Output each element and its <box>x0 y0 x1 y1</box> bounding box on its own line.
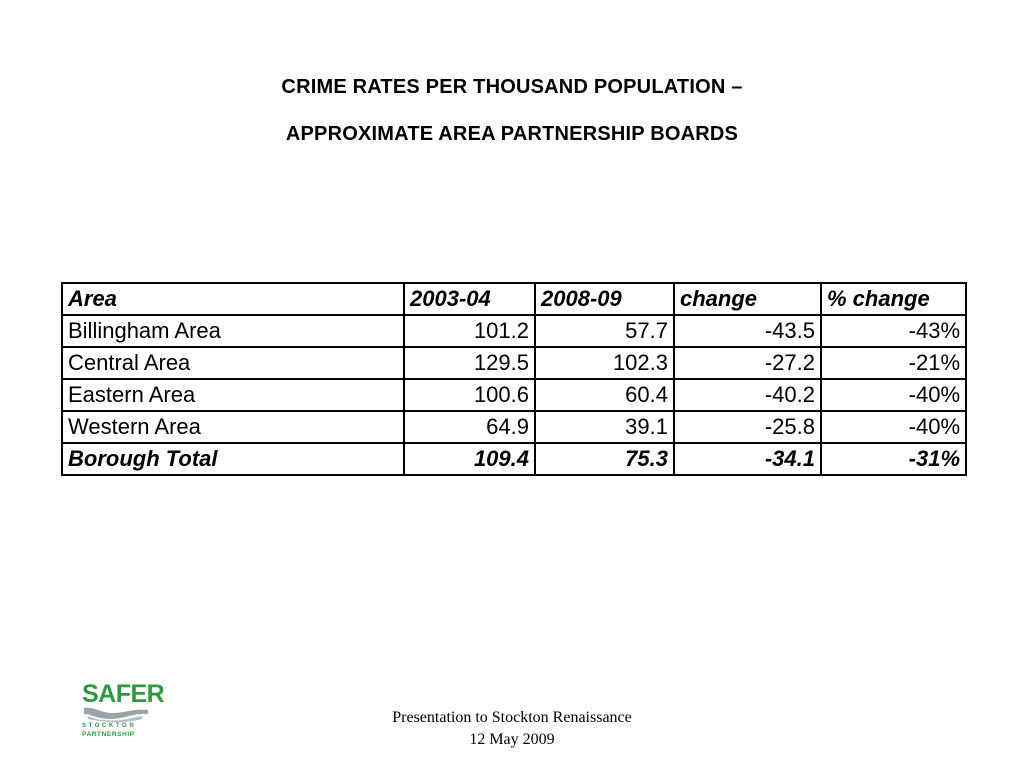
header-change: change <box>674 283 821 315</box>
cell-percent-change: -31% <box>821 443 966 475</box>
table-row <box>62 379 966 411</box>
cell-percent-change: -40% <box>821 411 966 443</box>
cell-change: -43.5 <box>674 315 821 347</box>
cell-percent-change: -43% <box>821 315 966 347</box>
header-percent-change: % change <box>821 283 966 315</box>
slide-footer <box>300 707 724 751</box>
hands-icon <box>82 704 154 724</box>
cell-percent-change: -40% <box>821 379 966 411</box>
table-total-row <box>62 443 966 475</box>
cell-change: -40.2 <box>674 379 821 411</box>
cell-2003-04: 109.4 <box>404 443 535 475</box>
logo-subtitle-stockton: STOCKTON <box>82 723 137 729</box>
logo-subtitle-partnership: PARTNERSHIP <box>82 731 135 738</box>
cell-percent-change: -21% <box>821 347 966 379</box>
cell-area: Billingham Area <box>62 315 404 347</box>
slide-title-line-1: CRIME RATES PER THOUSAND POPULATION – <box>281 76 743 98</box>
logo-word: SAFER <box>82 680 165 708</box>
safer-stockton-partnership-logo <box>82 680 165 740</box>
cell-2008-09: 60.4 <box>535 379 674 411</box>
header-area: Area <box>62 283 404 315</box>
table-row <box>62 347 966 379</box>
header-2003-04: 2003-04 <box>404 283 535 315</box>
cell-2003-04: 129.5 <box>404 347 535 379</box>
cell-change: -27.2 <box>674 347 821 379</box>
crime-rates-table <box>61 282 967 476</box>
cell-area: Western Area <box>62 411 404 443</box>
footer-presentation-line: Presentation to Stockton Renaissance <box>392 709 632 726</box>
cell-2008-09: 102.3 <box>535 347 674 379</box>
cell-area: Eastern Area <box>62 379 404 411</box>
cell-2003-04: 64.9 <box>404 411 535 443</box>
footer-date-line: 12 May 2009 <box>469 731 555 748</box>
cell-2008-09: 39.1 <box>535 411 674 443</box>
cell-2008-09: 75.3 <box>535 443 674 475</box>
table-row <box>62 315 966 347</box>
cell-2008-09: 57.7 <box>535 315 674 347</box>
slide-title-line-2: APPROXIMATE AREA PARTNERSHIP BOARDS <box>285 123 739 145</box>
table-header-row <box>62 283 966 315</box>
cell-area: Central Area <box>62 347 404 379</box>
header-2008-09: 2008-09 <box>535 283 674 315</box>
cell-2003-04: 101.2 <box>404 315 535 347</box>
cell-2003-04: 100.6 <box>404 379 535 411</box>
cell-area: Borough Total <box>62 443 404 475</box>
table-row <box>62 411 966 443</box>
cell-change: -34.1 <box>674 443 821 475</box>
cell-change: -25.8 <box>674 411 821 443</box>
